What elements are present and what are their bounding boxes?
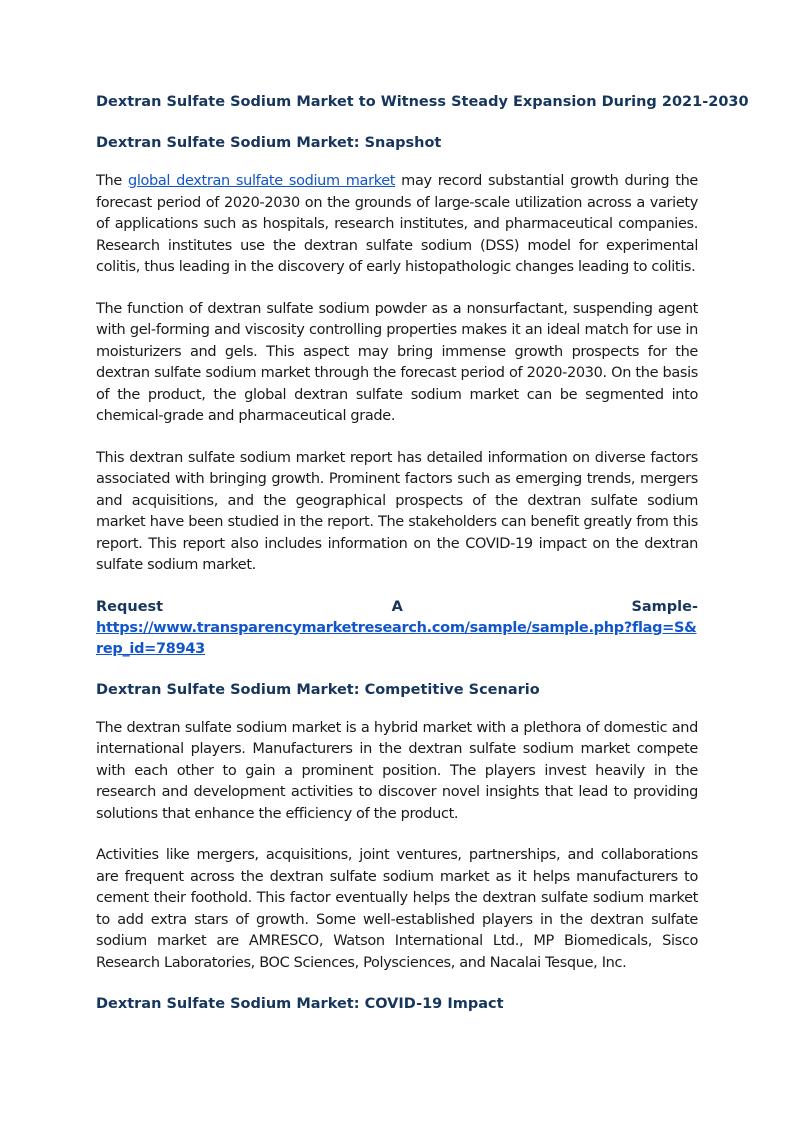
paragraph-report: This dextran sulfate sodium market report has detailed information on diverse factors associated with bringing growth. Prominent factors such as emerging trends, mergers and acquisitions, and the geographical prospects of the dextran sulfate sodium market have been studied in the report. The stakeholders can benefit greatly from this report. This report also includes information on the COVID-19 impact on the dextran sulfate sodium market. [96, 449, 698, 573]
global-market-link[interactable]: global dextran sulfate sodium market [127, 173, 396, 189]
intro-text-start: The [96, 173, 128, 189]
request-word: Request [96, 598, 164, 615]
covid-heading: Dextran Sulfate Sodium Market: COVID-19 Impact [96, 996, 504, 1012]
a-word: A [391, 598, 403, 615]
paragraph-function: The function of dextran sulfate sodium powder as a nonsurfactant, suspending agent with gel-forming and viscosity controlling properties makes it an ideal match for use in moisturizers and gels. This aspect may bring immense growth prospects for the dextran sulfate sodium market through the forecast period of 2020-2030. On the basis of the product, the global dextran sulfate sodium market can be segmented into chemical-grade and pharmaceutical grade. [96, 300, 698, 424]
paragraph-intro [96, 171, 698, 279]
intro-text-end: may record substantial growth during the forecast period of 2020-2030 on the grounds of large-scale utilization across a variety of applications such as hospitals, research institutes, and pharmaceutical companies. Research institutes use the dextran sulfate sodium (DSS) model for experimental colitis, thus leading in the discovery of early histopathologic changes leading to colitis. [96, 173, 698, 275]
snapshot-heading: Dextran Sulfate Sodium Market: Snapshot [96, 135, 442, 151]
competitive-heading: Dextran Sulfate Sodium Market: Competitive Scenario [96, 681, 540, 698]
document-page [96, 92, 749, 1032]
document-title: Dextran Sulfate Sodium Market to Witness Steady Expansion During 2021-2030 [96, 94, 749, 110]
paragraph-competitive: The dextran sulfate sodium market is a hybrid market with a plethora of domestic and international players. Manufacturers in the dextran sulfate sodium market compete with each other to gain a prominent position. The players invest heavily in the research and development activities to discover novel insights that lead to providing solutions that enhance the efficiency of the product. [96, 719, 698, 822]
request-sample-label [96, 597, 698, 618]
sample-request-link[interactable]: https://www.transparencymarketresearch.com/sample/sample.php?flag=S&rep_id=78943 [96, 619, 697, 657]
paragraph-activities: Activities like mergers, acquisitions, joint ventures, partnerships, and collaborations are frequent across the dextran sulfate sodium market as it helps manufacturers to cement their foothold. This factor eventually helps the dextran sulfate sodium market to add extra stars of growth. Some well-established players in the dextran sulfate sodium market are AMRESCO, Watson International Ltd., MP Biomedicals, Sisco Research Laboratories, BOC Sciences, Polysciences, and Nacalai Tesque, Inc. [96, 847, 698, 971]
request-sample-block [96, 597, 698, 660]
sample-word: Sample- [631, 598, 698, 615]
